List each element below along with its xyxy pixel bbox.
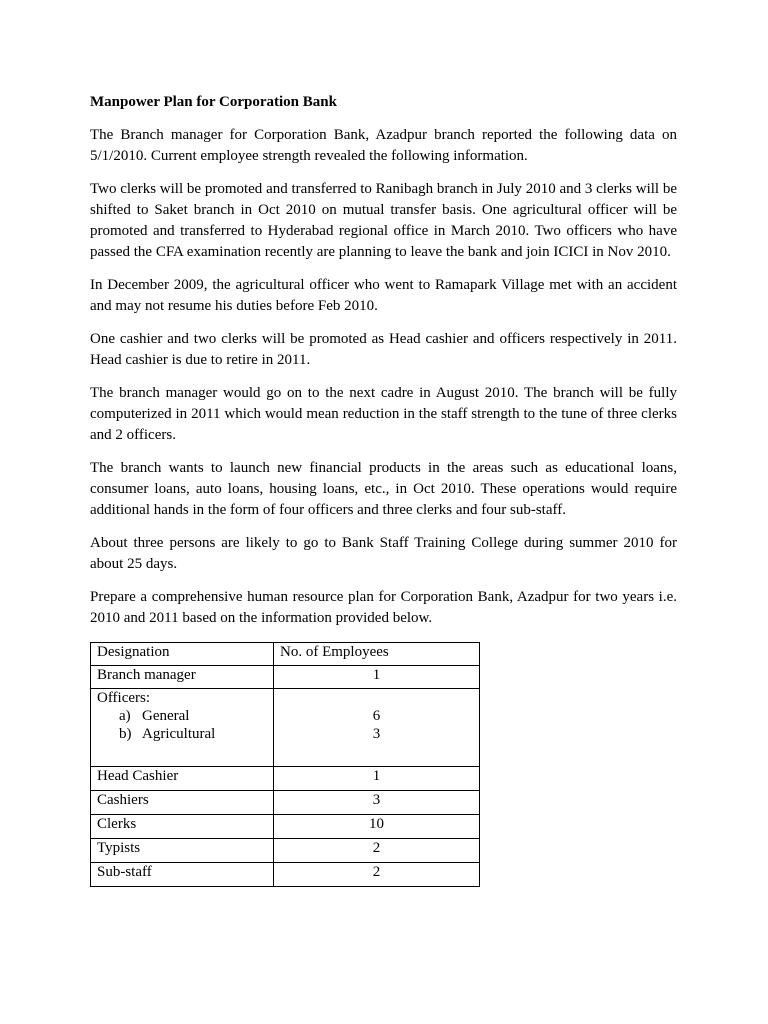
header-designation: Designation xyxy=(91,643,274,666)
paragraph-transfers: Two clerks will be promoted and transferred to Ranibagh branch in July 2010 and 3 clerks will be shifted to Saket branch in Oct 2010 on mutual transfer basis. One agricultural officer will be promoted and transferred to Hyderabad regional office in March 2010. Two officers who have passed the CFA examination recently are planning to leave the bank and join ICICI in Nov 2010. xyxy=(90,181,677,260)
designation-cell: Clerks xyxy=(91,815,274,839)
paragraph-accident: In December 2009, the agricultural officer who went to Ramapark Village met with an accident and may not resume his duties before Feb 2010. xyxy=(90,277,677,314)
count-agricultural: 3 xyxy=(372,726,381,742)
designation-cell-officers xyxy=(91,689,274,767)
officer-type-general: General xyxy=(142,708,190,724)
count-cell: 1 xyxy=(274,767,480,791)
count-cell: 2 xyxy=(274,863,480,887)
count-cell-officers xyxy=(274,689,480,767)
document-page xyxy=(90,92,677,887)
employee-table xyxy=(90,642,480,887)
paragraph-computerization: The branch manager would go on to the next cadre in August 2010. The branch will be fully computerized in 2011 which would mean reduction in the staff strength to the tune of three clerks and 2 officers. xyxy=(90,385,677,443)
count-cell: 3 xyxy=(274,791,480,815)
header-employee-count: No. of Employees xyxy=(274,643,480,666)
table-row xyxy=(91,815,480,839)
officers-sublist-general xyxy=(97,707,267,725)
officers-sublist-agricultural xyxy=(97,725,267,743)
designation-cell: Cashiers xyxy=(91,791,274,815)
count-cell: 2 xyxy=(274,839,480,863)
list-marker: b) xyxy=(119,726,132,742)
paragraph-training: About three persons are likely to go to Bank Staff Training College during summer 2010 for about 25 days. xyxy=(90,535,677,572)
table-header-row xyxy=(91,643,480,666)
designation-cell: Head Cashier xyxy=(91,767,274,791)
table-row xyxy=(91,791,480,815)
table-row xyxy=(91,863,480,887)
paragraph-intro: The Branch manager for Corporation Bank, Azadpur branch reported the following data on 5/1/2010. Current employee strength revealed the following information. xyxy=(90,127,677,164)
table-row xyxy=(91,839,480,863)
designation-cell: Typists xyxy=(91,839,274,863)
document-title: Manpower Plan for Corporation Bank xyxy=(90,94,337,110)
paragraph-promotions: One cashier and two clerks will be promoted as Head cashier and officers respectively in 2011. Head cashier is due to retire in 2011. xyxy=(90,331,677,368)
designation-cell: Sub-staff xyxy=(91,863,274,887)
count-general: 6 xyxy=(372,708,381,724)
count-cell: 10 xyxy=(274,815,480,839)
officers-label: Officers: xyxy=(97,690,151,706)
table-row xyxy=(91,767,480,791)
list-marker: a) xyxy=(119,708,131,724)
officer-type-agricultural: Agricultural xyxy=(142,726,216,742)
table-row xyxy=(91,666,480,689)
designation-cell: Branch manager xyxy=(91,666,274,689)
table-row-officers xyxy=(91,689,480,767)
count-cell: 1 xyxy=(274,666,480,689)
paragraph-task: Prepare a comprehensive human resource plan for Corporation Bank, Azadpur for two years i.e. 2010 and 2011 based on the information provided below. xyxy=(90,589,677,626)
paragraph-new-products: The branch wants to launch new financial products in the areas such as educational loans, consumer loans, auto loans, housing loans, etc., in Oct 2010. These operations would require additional hands in the form of four officers and three clerks and four sub-staff. xyxy=(90,460,677,518)
